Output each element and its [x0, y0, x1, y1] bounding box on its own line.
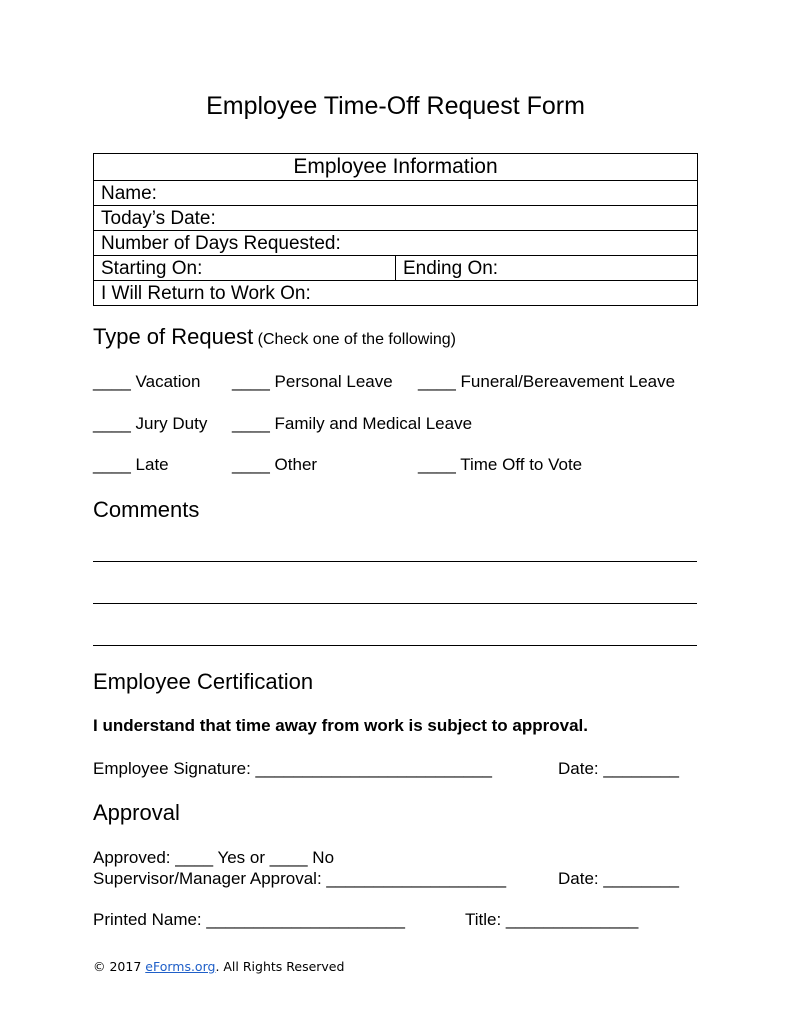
comments-line[interactable]: [93, 645, 697, 646]
return-to-work-field[interactable]: I Will Return to Work On:: [94, 281, 698, 306]
type-of-request-note: (Check one of the following): [257, 331, 456, 348]
option-other[interactable]: ____ Other: [232, 455, 318, 474]
option-jury-duty[interactable]: ____ Jury Duty: [93, 414, 208, 433]
footer-suffix: . All Rights Reserved: [215, 959, 345, 974]
supervisor-approval-field[interactable]: Supervisor/Manager Approval: ___________________: [93, 869, 507, 888]
option-funeral-bereavement[interactable]: ____ Funeral/Bereavement Leave: [418, 372, 676, 391]
footer-prefix: © 2017: [93, 959, 146, 974]
ending-on-field[interactable]: Ending On:: [396, 256, 698, 281]
eforms-link[interactable]: eForms.org: [145, 959, 216, 974]
comments-heading: Comments: [93, 497, 200, 522]
option-vacation[interactable]: ____ Vacation: [93, 372, 201, 391]
employee-signature-field[interactable]: Employee Signature: _________________________: [93, 759, 492, 778]
starting-on-field[interactable]: Starting On:: [94, 256, 396, 281]
approval-date-field[interactable]: Date: ________: [558, 869, 679, 888]
type-of-request-heading-row: [93, 324, 456, 350]
name-field[interactable]: Name:: [94, 181, 698, 206]
page-title: Employee Time-Off Request Form: [206, 92, 585, 120]
todays-date-field[interactable]: Today’s Date:: [94, 206, 698, 231]
printed-name-field[interactable]: Printed Name: _____________________: [93, 910, 405, 929]
certification-date-field[interactable]: Date: ________: [558, 759, 679, 778]
title-field[interactable]: Title: ______________: [465, 910, 639, 929]
comments-line[interactable]: [93, 603, 697, 604]
option-late[interactable]: ____ Late: [93, 455, 169, 474]
certification-heading: Employee Certification: [93, 669, 314, 694]
certification-statement: I understand that time away from work is subject to approval.: [93, 716, 588, 735]
approval-heading: Approval: [93, 800, 180, 825]
employee-info-header: Employee Information: [94, 154, 698, 181]
days-requested-field[interactable]: Number of Days Requested:: [94, 231, 698, 256]
employee-info-table: [93, 153, 698, 306]
type-of-request-heading: Type of Request: [93, 324, 254, 349]
footer-copyright: [93, 959, 344, 974]
approved-yes-no-field[interactable]: Approved: ____ Yes or ____ No: [93, 848, 335, 867]
option-family-medical[interactable]: ____ Family and Medical Leave: [232, 414, 473, 433]
option-time-off-to-vote[interactable]: ____ Time Off to Vote: [418, 455, 583, 474]
comments-line[interactable]: [93, 561, 697, 562]
option-personal-leave[interactable]: ____ Personal Leave: [232, 372, 393, 391]
